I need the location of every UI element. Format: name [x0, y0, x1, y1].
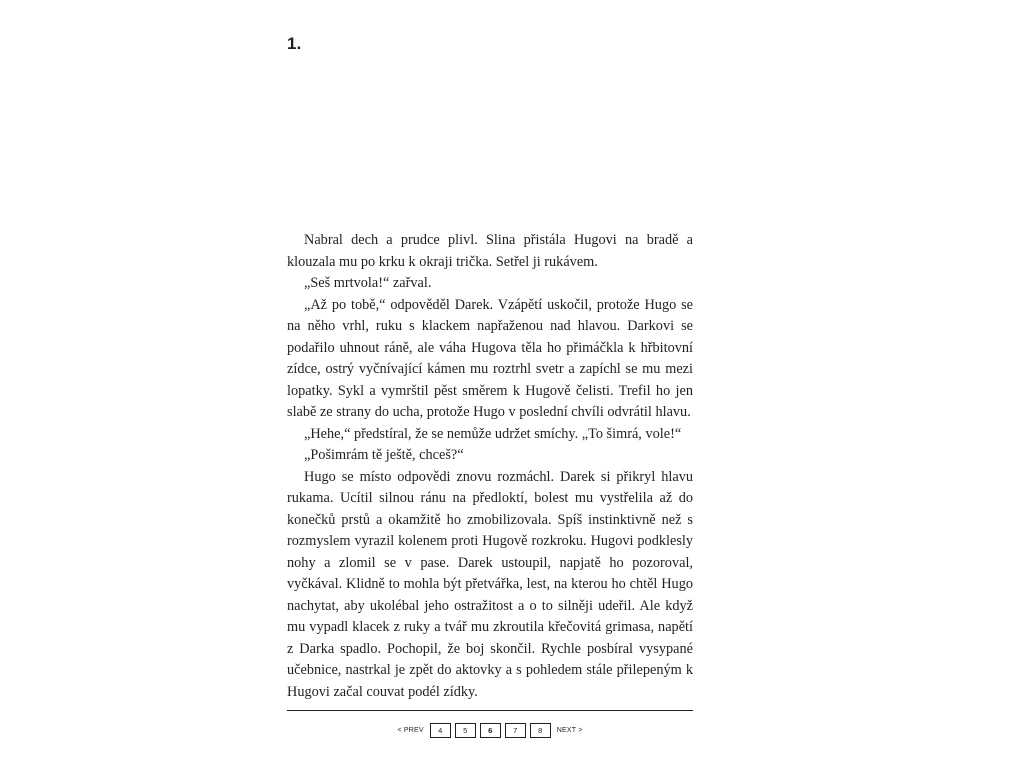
- paragraph: Hugo se místo odpovědi znovu rozmáchl. Darek si přikryl hlavu rukama. Ucítil silnou ránu na předloktí, bolest mu vystřelila až do konečků prstů a okamžitě ho zmobilizovala. Spíš instinktivně než s rozmyslem vyrazil kolenem proti Hugově rozkroku. Hugovi podklesly nohy a zlomil se v pase. Darek ustoupil, napjatě ho pozoroval, vyčkával. Klidně to mohla být přetvářka, lest, na kterou ho chtěl Hugo nachytat, aby ukolébal jeho ostražitost a o to silněji udeřil. Ale když mu vypadl klacek z ruky a tvář mu zkroutila křečovitá grimasa, napětí z Darka spadlo. Pochopil, že boj skončil. Rychle posbíral vysypané učebnice, nastrkal je zpět do aktovky a s pohledem stále přilepeným k Hugovi začal couvat podél zídky.: [287, 468, 693, 700]
- paragraph: Nabral dech a prudce plivl. Slina přistála Hugovi na bradě a klouzala mu po krku k okraji trička. Setřel ji rukávem.: [287, 232, 693, 270]
- page-link-8[interactable]: 8: [530, 723, 551, 738]
- page-link-current[interactable]: 6: [480, 723, 501, 738]
- page-link-7[interactable]: 7: [505, 723, 526, 738]
- page-link-5[interactable]: 5: [455, 723, 476, 738]
- paragraph: „Až po tobě,“ odpověděl Darek. Vzápětí uskočil, protože Hugo se na něho vrhl, ruku s klackem napřaženou nad hlavou. Darkovi se podařilo uhnout ráně, ale váha Hugova těla ho přimáčkla k hřbitovní zídce, ostrý vyčnívající kámen mu roztrhl svetr a zapíchl se mu mezi lopatky. Sykl a vymrštil pěst směrem k Hugově čelisti. Trefil ho jen slabě ze strany do ucha, protože Hugo v poslední chvíli odvrátil hlavu.: [287, 296, 693, 420]
- chapter-heading: 1.: [287, 34, 302, 53]
- pagination: [287, 723, 693, 738]
- page-link-4[interactable]: 4: [430, 723, 451, 738]
- prev-page-link[interactable]: < PREV: [397, 727, 424, 734]
- paragraph: „Hehe,“ předstíral, že se nemůže udržet smíchy. „To šimrá, vole!“: [304, 425, 682, 442]
- chapter-text: [287, 230, 693, 703]
- next-page-link[interactable]: NEXT >: [556, 727, 583, 734]
- paragraph: „Seš mrtvola!“ zařval.: [304, 275, 432, 291]
- paragraph: „Pošimrám tě ještě, chceš?“: [304, 447, 464, 463]
- footer-divider: [287, 710, 693, 711]
